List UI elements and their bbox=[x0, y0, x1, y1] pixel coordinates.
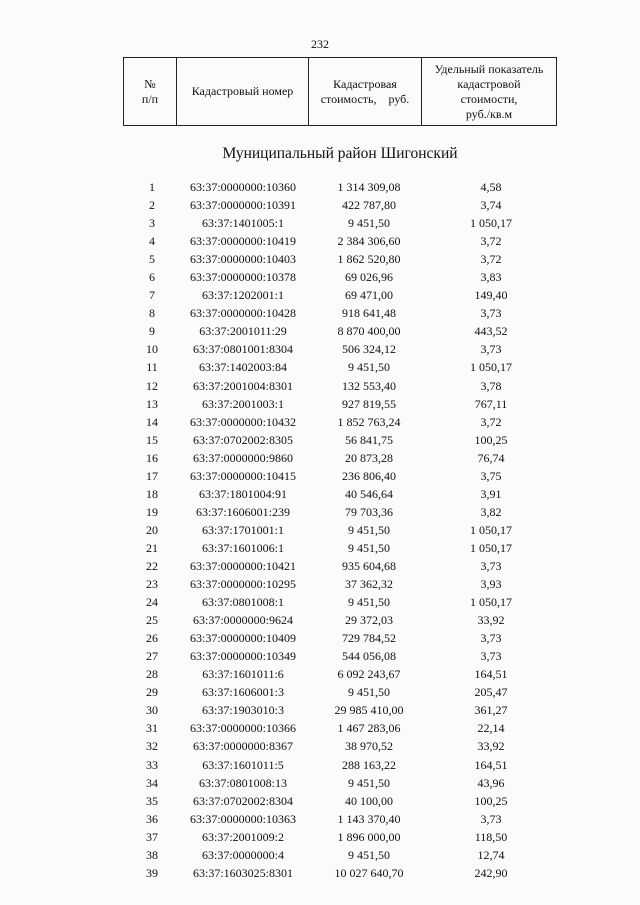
cadastral-cost: 40 546,64 bbox=[345, 486, 393, 501]
table-row bbox=[0, 340, 640, 358]
table-row bbox=[0, 304, 640, 322]
cadastral-number: 63:37:0000000:10419 bbox=[189, 234, 296, 249]
cadastral-cost: 9 451,50 bbox=[348, 847, 390, 862]
row-number: 32 bbox=[146, 739, 158, 754]
row-number: 11 bbox=[146, 360, 158, 375]
row-number: 15 bbox=[146, 432, 158, 447]
table-row bbox=[0, 719, 640, 737]
row-number: 7 bbox=[149, 288, 155, 303]
cadastral-number: 63:37:0801001:8304 bbox=[192, 342, 293, 357]
specific-indicator: 361,27 bbox=[474, 703, 508, 718]
specific-indicator: 3,82 bbox=[480, 504, 502, 519]
table-header bbox=[123, 57, 557, 126]
cadastral-cost: 56 841,75 bbox=[345, 432, 393, 447]
row-number: 8 bbox=[149, 306, 155, 321]
cadastral-number: 63:37:1601011:6 bbox=[202, 667, 284, 682]
row-number: 9 bbox=[149, 324, 155, 339]
header-row-number bbox=[124, 58, 177, 126]
cadastral-cost: 918 641,48 bbox=[342, 306, 396, 321]
header-cadastral-cost bbox=[309, 58, 422, 126]
cadastral-cost: 1 467 283,06 bbox=[337, 721, 401, 736]
row-number: 36 bbox=[146, 811, 158, 826]
row-number: 24 bbox=[146, 595, 158, 610]
specific-indicator: 3,75 bbox=[480, 468, 502, 483]
header-num-abbrev: п/п bbox=[141, 91, 159, 106]
specific-indicator: 22,14 bbox=[477, 721, 505, 736]
header-specific-indicator bbox=[422, 58, 557, 126]
cadastral-number: 63:37:0000000:10428 bbox=[189, 306, 296, 321]
table-row bbox=[0, 792, 640, 810]
specific-indicator: 242,90 bbox=[474, 865, 508, 880]
cadastral-number: 63:37:2001004:8301 bbox=[192, 378, 293, 393]
specific-indicator: 164,51 bbox=[474, 757, 508, 772]
cadastral-cost: 10 027 640,70 bbox=[334, 865, 404, 880]
cadastral-cost: 1 862 520,80 bbox=[337, 252, 401, 267]
cadastral-number: 63:37:0801008:1 bbox=[201, 595, 284, 610]
row-number: 14 bbox=[146, 414, 158, 429]
cadastral-cost: 132 553,40 bbox=[342, 378, 396, 393]
cadastral-number: 63:37:0000000:10363 bbox=[189, 811, 296, 826]
row-number: 18 bbox=[146, 486, 158, 501]
specific-indicator: 1 050,17 bbox=[470, 595, 512, 610]
specific-indicator: 33,92 bbox=[477, 739, 505, 754]
specific-indicator: 3,73 bbox=[480, 649, 502, 664]
cadastral-cost: 9 451,50 bbox=[348, 775, 390, 790]
cadastral-number: 63:37:0000000:10295 bbox=[189, 577, 296, 592]
table-row bbox=[0, 701, 640, 719]
table-row bbox=[0, 268, 640, 286]
header-cadastral-number bbox=[177, 58, 309, 126]
cadastral-cost: 935 604,68 bbox=[342, 558, 396, 573]
table-row bbox=[0, 647, 640, 665]
row-number: 27 bbox=[146, 649, 158, 664]
cadastral-number: 63:37:2001009:2 bbox=[201, 829, 284, 844]
table-row bbox=[0, 593, 640, 611]
cadastral-number: 63:37:1801004:91 bbox=[198, 486, 287, 501]
specific-indicator: 3,74 bbox=[480, 198, 502, 213]
specific-indicator: 3,72 bbox=[480, 252, 502, 267]
cadastral-cost: 1 852 763,24 bbox=[337, 414, 401, 429]
table-row bbox=[0, 232, 640, 250]
cadastral-number: 63:37:0000000:10421 bbox=[189, 558, 296, 573]
cadastral-number: 63:37:0000000:9624 bbox=[192, 613, 293, 628]
cadastral-number: 63:37:1606001:3 bbox=[201, 685, 284, 700]
row-number: 12 bbox=[146, 378, 158, 393]
cadastral-cost: 729 784,52 bbox=[342, 631, 396, 646]
row-number: 39 bbox=[146, 865, 158, 880]
row-number: 23 bbox=[146, 577, 158, 592]
header-cost-line2: стоимость, руб. bbox=[320, 91, 410, 106]
table-row bbox=[0, 250, 640, 268]
header-cost-line1: Кадастровая bbox=[333, 76, 397, 91]
table-row bbox=[0, 846, 640, 864]
cadastral-cost: 2 384 306,60 bbox=[337, 234, 401, 249]
cadastral-cost: 69 471,00 bbox=[345, 288, 393, 303]
cadastral-cost: 422 787,80 bbox=[342, 198, 396, 213]
row-number: 22 bbox=[146, 558, 158, 573]
cadastral-cost: 79 703,36 bbox=[345, 504, 393, 519]
table-row bbox=[0, 286, 640, 304]
table-row bbox=[0, 178, 640, 196]
header-spec-line4: руб./кв.м bbox=[465, 106, 513, 121]
cadastral-number: 63:37:0000000:10432 bbox=[189, 414, 296, 429]
table-row bbox=[0, 611, 640, 629]
cadastral-number: 63:37:0801008:13 bbox=[198, 775, 287, 790]
cadastral-cost: 29 985 410,00 bbox=[334, 703, 404, 718]
cadastral-cost: 236 806,40 bbox=[342, 468, 396, 483]
specific-indicator: 1 050,17 bbox=[470, 360, 512, 375]
cadastral-number: 63:37:0000000:10378 bbox=[189, 270, 296, 285]
cadastral-cost: 1 314 309,08 bbox=[337, 180, 401, 194]
table-row bbox=[0, 756, 640, 774]
table-row bbox=[0, 395, 640, 413]
row-number: 29 bbox=[146, 685, 158, 700]
cadastral-number: 63:37:0000000:10415 bbox=[189, 468, 296, 483]
header-spec-line3: стоимости, bbox=[460, 91, 518, 106]
table-row bbox=[0, 196, 640, 214]
specific-indicator: 3,72 bbox=[480, 234, 502, 249]
header-spec-line2: кадастровой bbox=[457, 76, 521, 91]
specific-indicator: 149,40 bbox=[474, 288, 508, 303]
specific-indicator: 3,73 bbox=[480, 342, 502, 357]
cadastral-cost: 9 451,50 bbox=[348, 360, 390, 375]
table-row bbox=[0, 737, 640, 755]
table-row bbox=[0, 377, 640, 395]
data-rows bbox=[0, 178, 640, 882]
cadastral-cost: 69 026,96 bbox=[345, 270, 393, 285]
header-cadastral-label: Кадастровый номер bbox=[191, 84, 294, 98]
row-number: 38 bbox=[146, 847, 158, 862]
specific-indicator: 164,51 bbox=[474, 667, 508, 682]
specific-indicator: 4,58 bbox=[480, 180, 502, 194]
cadastral-number: 63:37:0000000:10403 bbox=[189, 252, 296, 267]
specific-indicator: 118,50 bbox=[474, 829, 508, 844]
cadastral-number: 63:37:1603025:8301 bbox=[192, 865, 293, 880]
specific-indicator: 3,73 bbox=[480, 306, 502, 321]
row-number: 10 bbox=[146, 342, 158, 357]
row-number: 4 bbox=[149, 234, 155, 249]
cadastral-number: 63:37:2001011:29 bbox=[199, 324, 287, 339]
row-number: 35 bbox=[146, 793, 158, 808]
cadastral-number: 63:37:0000000:10360 bbox=[189, 180, 296, 194]
table-row bbox=[0, 322, 640, 340]
table-row bbox=[0, 828, 640, 846]
cadastral-number: 63:37:0000000:4 bbox=[201, 847, 284, 862]
cadastral-number: 63:37:1402003:84 bbox=[198, 360, 287, 375]
row-number: 26 bbox=[146, 631, 158, 646]
cadastral-cost: 544 056,08 bbox=[342, 649, 396, 664]
cadastral-cost: 9 451,50 bbox=[348, 522, 390, 537]
cadastral-cost: 1 896 000,00 bbox=[337, 829, 401, 844]
cadastral-number: 63:37:1401005:1 bbox=[201, 216, 284, 231]
cadastral-number: 63:37:1701001:1 bbox=[201, 522, 284, 537]
cadastral-cost: 506 324,12 bbox=[342, 342, 396, 357]
table-row bbox=[0, 467, 640, 485]
cadastral-number: 63:37:0000000:8367 bbox=[192, 739, 293, 754]
row-number: 30 bbox=[146, 703, 158, 718]
cadastral-cost: 29 372,03 bbox=[345, 613, 393, 628]
specific-indicator: 3,78 bbox=[480, 378, 502, 393]
table-row bbox=[0, 449, 640, 467]
specific-indicator: 3,83 bbox=[480, 270, 502, 285]
row-number: 20 bbox=[146, 522, 158, 537]
row-number: 34 bbox=[146, 775, 158, 790]
cadastral-cost: 6 092 243,67 bbox=[337, 667, 401, 682]
header-spec-line1: Удельный показатель bbox=[434, 61, 544, 76]
cadastral-cost: 40 100,00 bbox=[345, 793, 393, 808]
row-number: 25 bbox=[146, 613, 158, 628]
section-title: Муниципальный район Шигонский bbox=[222, 145, 458, 162]
cadastral-cost: 927 819,55 bbox=[342, 396, 396, 411]
cadastral-number: 63:37:0000000:9860 bbox=[192, 450, 293, 465]
cadastral-cost: 288 163,22 bbox=[342, 757, 396, 772]
cadastral-cost: 37 362,32 bbox=[345, 577, 393, 592]
cadastral-number: 63:37:2001003:1 bbox=[201, 396, 284, 411]
row-number: 1 bbox=[149, 180, 155, 194]
specific-indicator: 443,52 bbox=[474, 324, 508, 339]
cadastral-number: 63:37:0702002:8304 bbox=[192, 793, 293, 808]
table-row bbox=[0, 413, 640, 431]
table-row bbox=[0, 557, 640, 575]
table-row bbox=[0, 810, 640, 828]
table-row bbox=[0, 629, 640, 647]
cadastral-number: 63:37:1606001:239 bbox=[195, 504, 290, 519]
row-number: 6 bbox=[149, 270, 155, 285]
cadastral-number: 63:37:1601006:1 bbox=[201, 540, 284, 555]
cadastral-cost: 20 873,28 bbox=[345, 450, 393, 465]
specific-indicator: 3,91 bbox=[480, 486, 502, 501]
row-number: 17 bbox=[146, 468, 158, 483]
cadastral-cost: 1 143 370,40 bbox=[337, 811, 401, 826]
page-number: 232 bbox=[311, 37, 329, 51]
specific-indicator: 1 050,17 bbox=[470, 522, 512, 537]
table-row bbox=[0, 774, 640, 792]
cadastral-number: 63:37:0702002:8305 bbox=[192, 432, 293, 447]
table-row bbox=[0, 575, 640, 593]
specific-indicator: 100,25 bbox=[474, 793, 508, 808]
cadastral-cost: 8 870 400,00 bbox=[337, 324, 401, 339]
specific-indicator: 3,93 bbox=[480, 577, 502, 592]
cadastral-number: 63:37:0000000:10349 bbox=[189, 649, 296, 664]
cadastral-cost: 9 451,50 bbox=[348, 685, 390, 700]
specific-indicator: 205,47 bbox=[474, 685, 508, 700]
cadastral-cost: 38 970,52 bbox=[345, 739, 393, 754]
table-row bbox=[0, 521, 640, 539]
table-row bbox=[0, 864, 640, 882]
specific-indicator: 3,73 bbox=[480, 558, 502, 573]
cadastral-number: 63:37:1601011:5 bbox=[202, 757, 284, 772]
row-number: 31 bbox=[146, 721, 158, 736]
specific-indicator: 43,96 bbox=[477, 775, 505, 790]
specific-indicator: 1 050,17 bbox=[470, 216, 512, 231]
row-number: 19 bbox=[146, 504, 158, 519]
specific-indicator: 3,73 bbox=[480, 631, 502, 646]
row-number: 21 bbox=[146, 540, 158, 555]
cadastral-cost: 9 451,50 bbox=[348, 540, 390, 555]
row-number: 3 bbox=[149, 216, 155, 231]
row-number: 16 bbox=[146, 450, 158, 465]
specific-indicator: 767,11 bbox=[474, 396, 508, 411]
specific-indicator: 76,74 bbox=[477, 450, 505, 465]
cadastral-number: 63:37:1903010:3 bbox=[201, 703, 284, 718]
table-row bbox=[0, 358, 640, 376]
specific-indicator: 3,73 bbox=[480, 811, 502, 826]
table-row bbox=[0, 485, 640, 503]
specific-indicator: 12,74 bbox=[477, 847, 505, 862]
row-number: 13 bbox=[146, 396, 158, 411]
header-num-symbol: № bbox=[144, 76, 156, 91]
specific-indicator: 100,25 bbox=[474, 432, 508, 447]
row-number: 2 bbox=[149, 198, 155, 213]
row-number: 5 bbox=[149, 252, 155, 267]
cadastral-number: 63:37:0000000:10366 bbox=[189, 721, 296, 736]
cadastral-cost: 9 451,50 bbox=[348, 216, 390, 231]
cadastral-number: 63:37:0000000:10409 bbox=[189, 631, 296, 646]
table-row bbox=[0, 539, 640, 557]
row-number: 33 bbox=[146, 757, 158, 772]
table-row bbox=[0, 683, 640, 701]
row-number: 28 bbox=[146, 667, 158, 682]
table-row bbox=[0, 214, 640, 232]
specific-indicator: 33,92 bbox=[477, 613, 505, 628]
table-row bbox=[0, 431, 640, 449]
table-row bbox=[0, 665, 640, 683]
cadastral-cost: 9 451,50 bbox=[348, 595, 390, 610]
cadastral-number: 63:37:1202001:1 bbox=[201, 288, 284, 303]
cadastral-number: 63:37:0000000:10391 bbox=[189, 198, 296, 213]
table-row bbox=[0, 503, 640, 521]
specific-indicator: 1 050,17 bbox=[470, 540, 512, 555]
specific-indicator: 3,72 bbox=[480, 414, 502, 429]
row-number: 37 bbox=[146, 829, 158, 844]
